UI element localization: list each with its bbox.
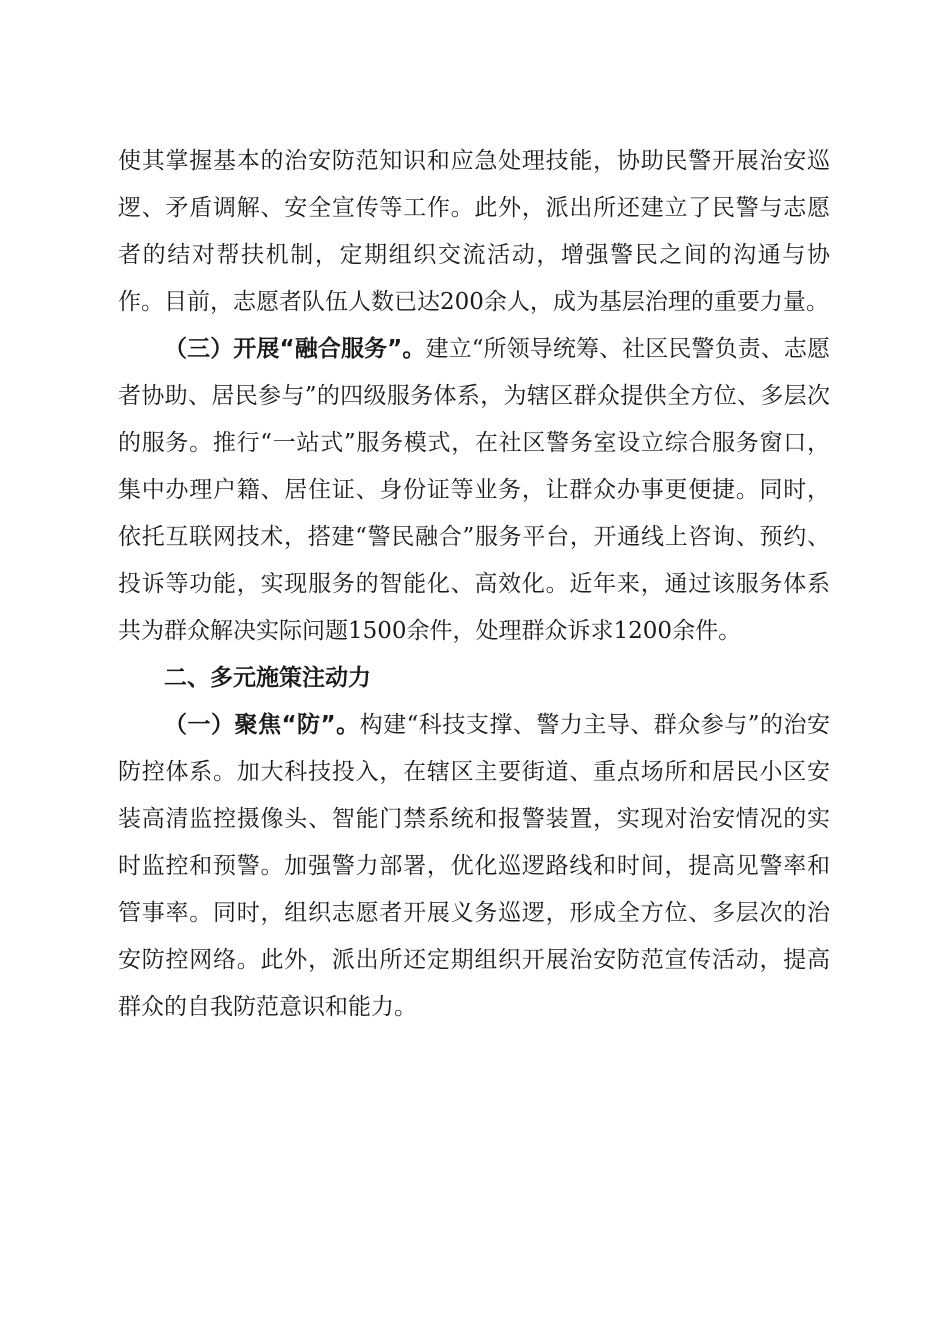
document-body	[118, 138, 830, 1031]
subsection-title: （一）聚焦“防”。	[164, 712, 360, 738]
paragraph-text: 建立“所领导统筹、社区民警负责、志愿者协助、居民参与”的四级服务体系，为辖区群众提供全方位、多层次的服务。推行“一站式”服务模式，在社区警务室设立综合服务窗口，集中办理户籍、居住证、身份证等业务，让群众办事更便捷。同时，依托互联网技术，搭建“警民融合”服务平台，开通线上咨询、预约、投诉等功能，实现服务的智能化、高效化。近年来，通过该服务体系共为群众解决实际问题1500余件，处理群众诉求1200余件。	[118, 336, 831, 644]
paragraph-integrated-service	[118, 326, 830, 655]
paragraph-text: 构建“科技支撑、警力主导、群众参与”的治安防控体系。加大科技投入，在辖区主要街道、重点场所和居民小区安装高清监控摄像头、智能门禁系统和报警装置，实现对治安情况的实时监控和预警。加强警力部署，优化巡逻路线和时间，提高见警率和管事率。同时，组织志愿者开展义务巡逻，形成全方位、多层次的治安防控网络。此外，派出所还定期组织开展治安防范宣传活动，提高群众的自我防范意识和能力。	[118, 712, 830, 1020]
paragraph-prevention	[118, 702, 830, 1031]
paragraph-continuation: 使其掌握基本的治安防范知识和应急处理技能，协助民警开展治安巡逻、矛盾调解、安全宣传等工作。此外，派出所还建立了民警与志愿者的结对帮扶机制，定期组织交流活动，增强警民之间的沟通与协作。目前，志愿者队伍人数已达200余人，成为基层治理的重要力量。	[118, 148, 830, 315]
subsection-title: （三）开展“融合服务”。	[164, 336, 426, 362]
section-heading: 二、多元施策注动力	[164, 665, 371, 691]
